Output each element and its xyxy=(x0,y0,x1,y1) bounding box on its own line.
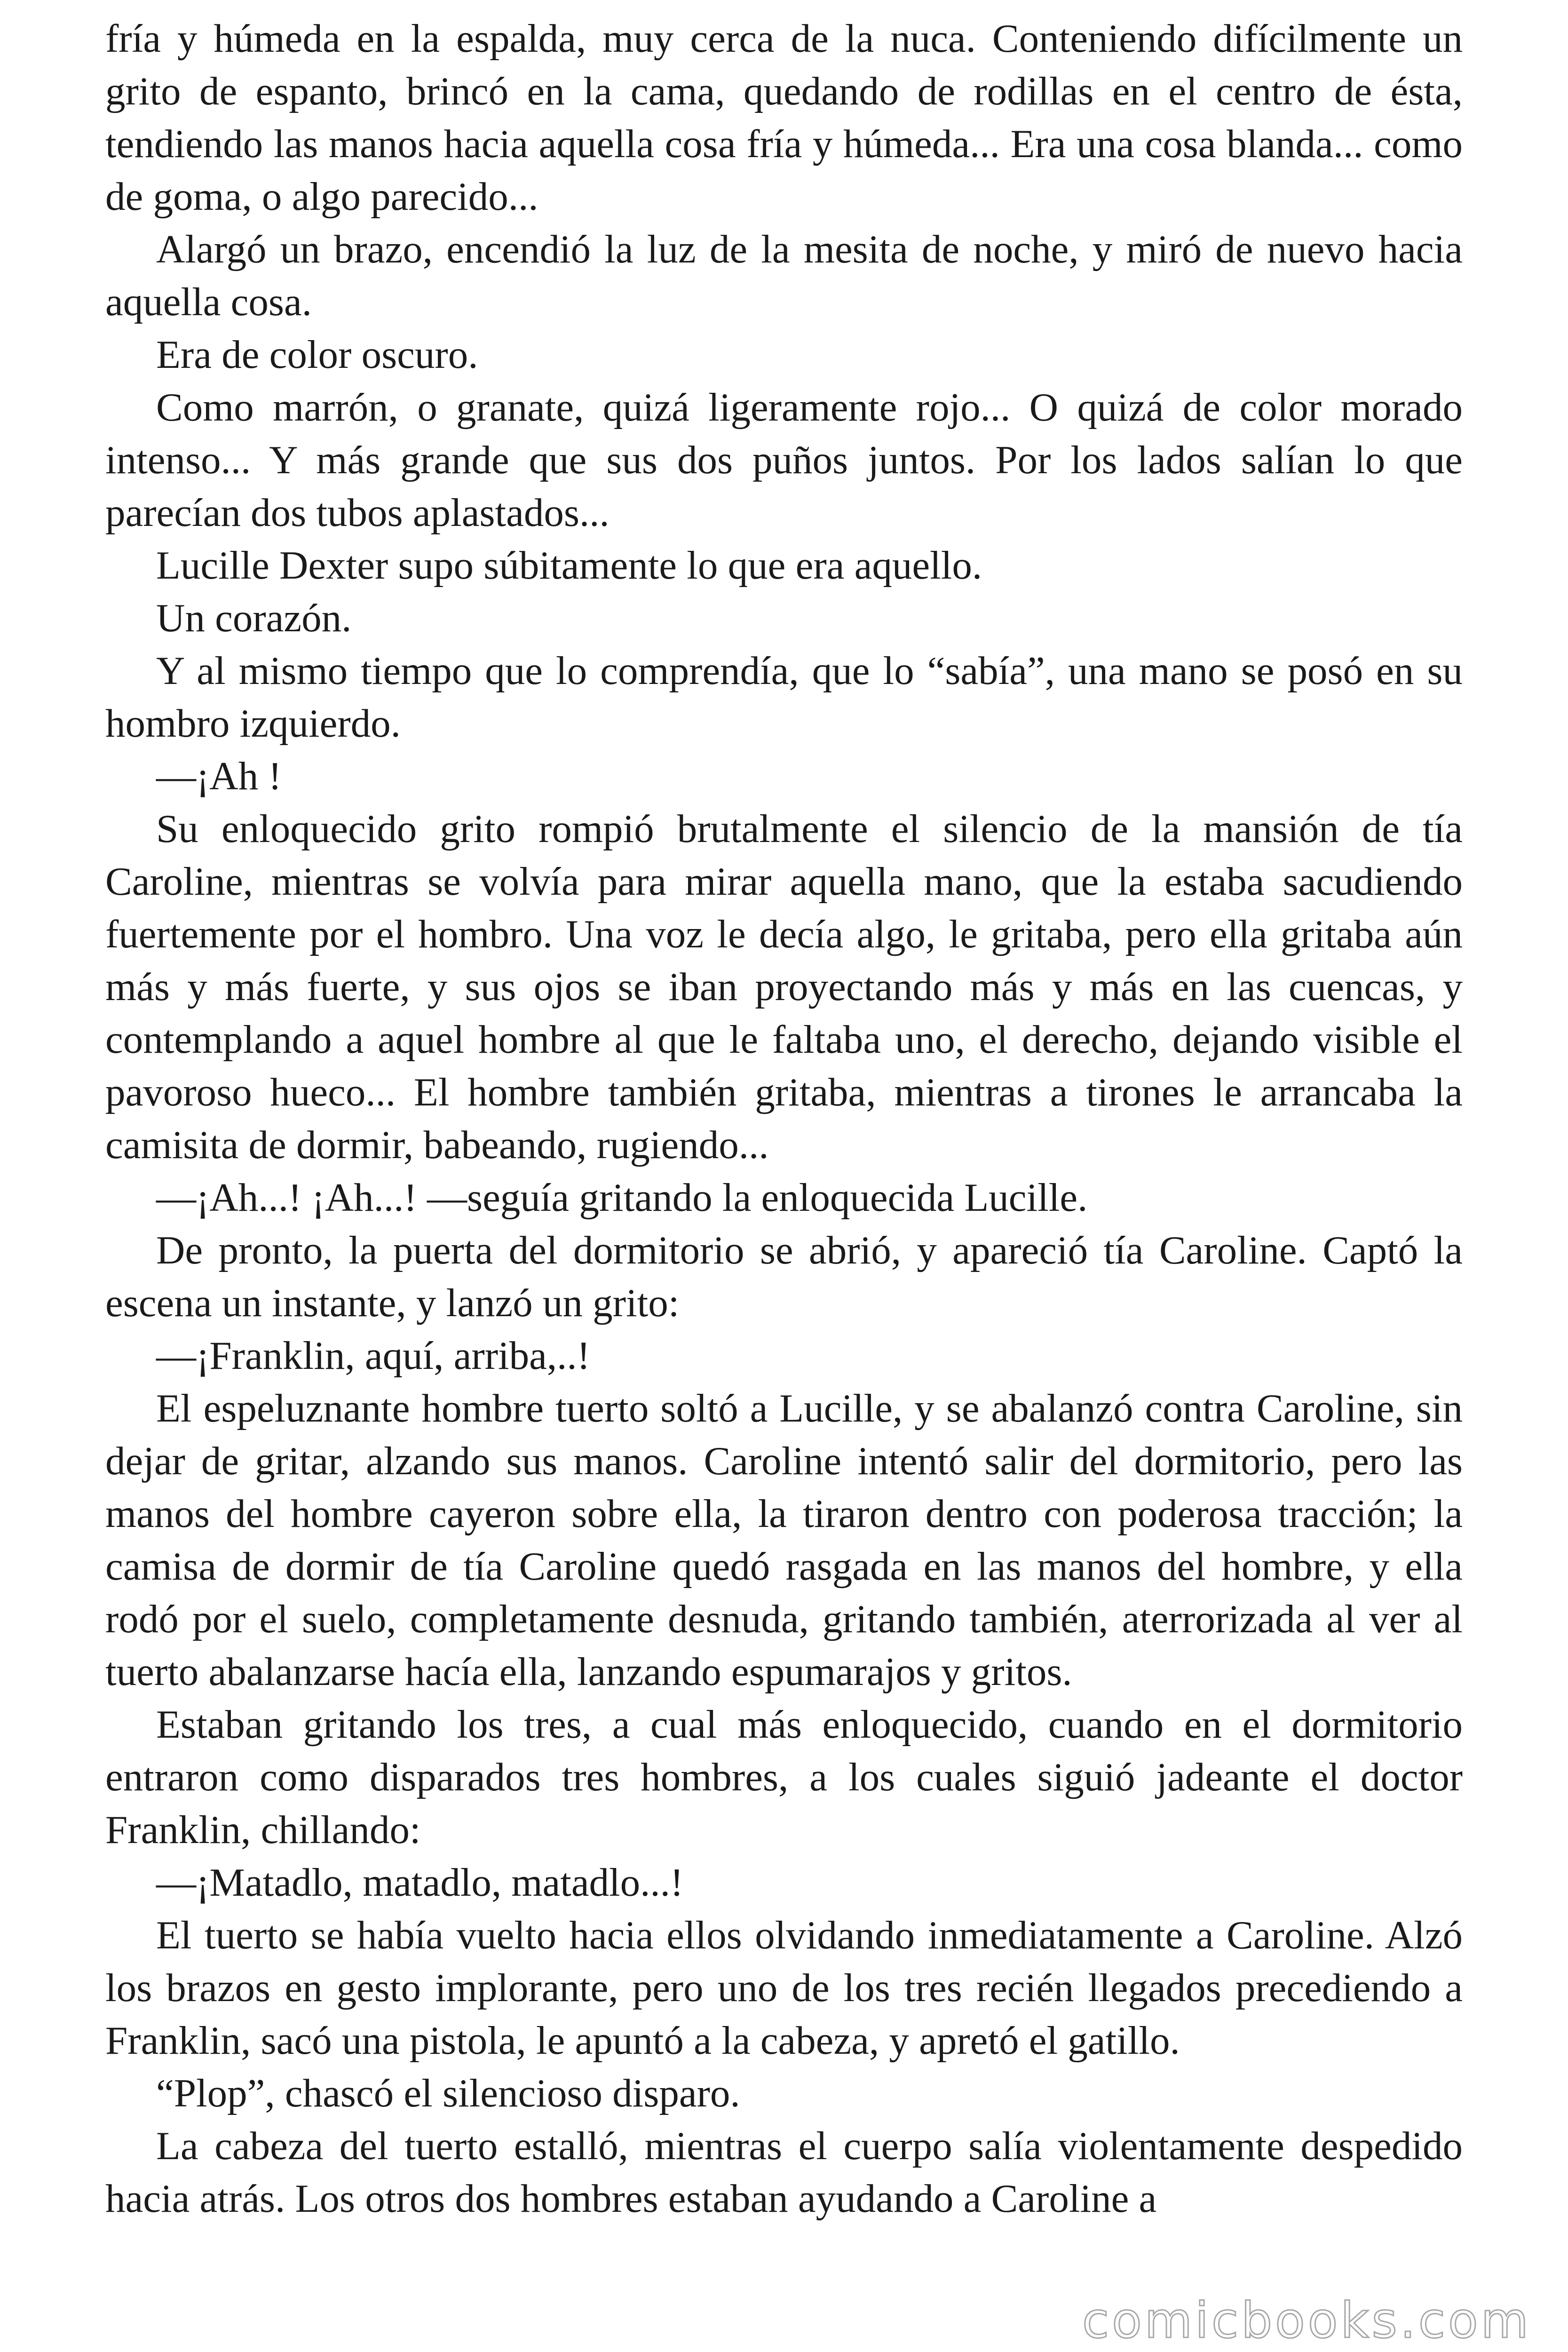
paragraph: “Plop”, chascó el silencioso disparo. xyxy=(156,2071,740,2115)
dialogue-line: —¡Ah...! ¡Ah...! —seguía gritando la enloquecida Lucille. xyxy=(156,1176,1088,1220)
paragraph: Estaban gritando los tres, a cual más enloquecido, cuando en el dormitorio entraron como disparados tres hombres, a los cuales siguió jadeante el doctor Franklin, chillando: xyxy=(105,1702,1463,1852)
dialogue-line: —¡Ah ! xyxy=(156,754,282,798)
paragraph: Su enloquecido grito rompió brutalmente el silencio de la mansión de tía Caroline, mientras se volvía para mirar aquella mano, que la estaba sacudiendo fuertemente por el hombro. Una voz le decía algo, le gritaba, pero ella gritaba aún más y más fuerte, y sus ojos se iban proyectando más y más en las cuencas, y contemplando a aquel hombre al que le faltaba uno, el derecho, dejando visible el pavoroso hueco... El hombre también gritaba, mientras a tirones le arrancaba la camisita de dormir, babeando, rugiendo... xyxy=(105,807,1463,1167)
dialogue-line: —¡Matadlo, matadlo, matadlo...! xyxy=(156,1860,684,1905)
paragraph: fría y húmeda en la espalda, muy cerca de la nuca. Conteniendo difícilmente un grito de espanto, brincó en la cama, quedando de rodillas en el centro de ésta, tendiendo las manos hacia aquella cosa fría y húmeda... Era una cosa blanda... como de goma, o algo parecido... xyxy=(105,16,1463,219)
watermark: comicbooks.com xyxy=(1082,2292,1531,2349)
paragraph: Como marrón, o granate, quizá ligeramente rojo... O quizá de color morado intenso... Y más grande que sus dos puños juntos. Por los lados salían lo que parecían dos tubos aplastados... xyxy=(105,385,1463,535)
paragraph: La cabeza del tuerto estalló, mientras el cuerpo salía violentamente despedido hacia atrás. Los otros dos hombres estaban ayudando a Caroline a xyxy=(105,2124,1463,2221)
dialogue-line: —¡Franklin, aquí, arriba,..! xyxy=(156,1334,590,1378)
paragraph: Y al mismo tiempo que lo comprendía, que lo “sabía”, una mano se posó en su hombro izquierdo. xyxy=(105,649,1463,746)
book-page-text xyxy=(105,12,1463,2225)
paragraph: Un corazón. xyxy=(156,596,352,640)
paragraph: De pronto, la puerta del dormitorio se abrió, y apareció tía Caroline. Captó la escena un instante, y lanzó un grito: xyxy=(105,1228,1463,1325)
paragraph: Era de color oscuro. xyxy=(156,333,478,377)
paragraph: El espeluznante hombre tuerto soltó a Lucille, y se abalanzó contra Caroline, sin dejar de gritar, alzando sus manos. Caroline intentó salir del dormitorio, pero las manos del hombre cayeron sobre ella, la tiraron dentro con poderosa tracción; la camisa de dormir de tía Caroline quedó rasgada en las manos del hombre, y ella rodó por el suelo, completamente desnuda, gritando también, aterrorizada al ver al tuerto abalanzarse hacía ella, lanzando espumarajos y gritos. xyxy=(105,1386,1463,1694)
paragraph: Lucille Dexter supo súbitamente lo que era aquello. xyxy=(156,543,982,588)
paragraph: El tuerto se había vuelto hacia ellos olvidando inmediatamente a Caroline. Alzó los brazos en gesto implorante, pero uno de los tres recién llegados precediendo a Franklin, sacó una pistola, le apuntó a la cabeza, y apretó el gatillo. xyxy=(105,1913,1463,2063)
paragraph: Alargó un brazo, encendió la luz de la mesita de noche, y miró de nuevo hacia aquella cosa. xyxy=(105,227,1463,324)
